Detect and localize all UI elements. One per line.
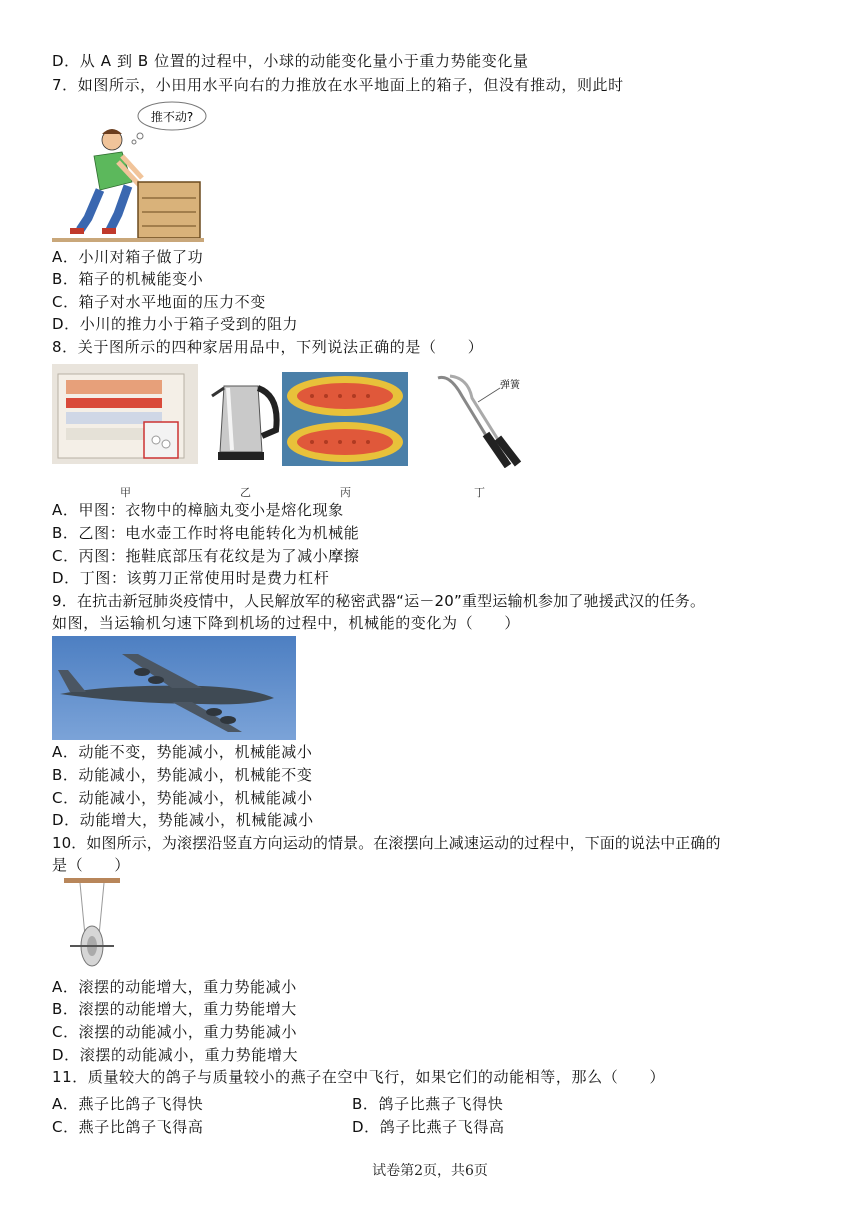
q8-option-d: D．丁图：该剪刀正常使用时是费力杠杆 (52, 569, 330, 587)
q8-caption-yi: 乙 (240, 486, 251, 499)
q10-option-b: B．滚摆的动能增大，重力势能增大 (52, 1000, 297, 1018)
q7-option-d: D．小川的推力小于箱子受到的阻力 (52, 315, 299, 333)
q11-option-d: D．鸽子比燕子飞得高 (352, 1118, 505, 1136)
q10-option-c: C．滚摆的动能减小，重力势能减小 (52, 1023, 298, 1041)
q10-option-a: A．滚摆的动能增大，重力势能减小 (52, 978, 297, 996)
q10-stem-line1: 10．如图所示，为滚摆沿竖直方向运动的情景。在滚摆向上减速运动的过程中，下面的说法中正确的 (52, 834, 721, 852)
q8-figure-yi-kettle (210, 366, 282, 464)
q7-stem: 7．如图所示，小田用水平向右的力推放在水平地面上的箱子，但没有推动，则此时 (52, 76, 624, 94)
q7-figure-boy-pushing-box (52, 98, 212, 246)
q9-option-d: D．动能增大，势能减小，机械能减小 (52, 811, 314, 829)
q8-stem: 8．关于图所示的四种家居用品中，下列说法正确的是（ ） (52, 338, 484, 356)
q7-option-c: C．箱子对水平地面的压力不变 (52, 293, 266, 311)
q8-option-c: C．丙图：拖鞋底部压有花纹是为了减小摩擦 (52, 547, 360, 565)
q6-option-d: D．从 A 到 B 位置的过程中，小球的动能变化量小于重力势能变化量 (52, 52, 529, 70)
q11-option-b: B．鸽子比燕子飞得快 (352, 1095, 504, 1113)
q8-caption-jia: 甲 (120, 486, 131, 499)
q11-stem: 11．质量较大的鸽子与质量较小的燕子在空中飞行，如果它们的动能相等，那么（ ） (52, 1068, 666, 1086)
q8-figure-jia-mothballs (52, 364, 198, 464)
q7-option-a: A．小川对箱子做了功 (52, 248, 204, 266)
q8-figure-ding-scissors (428, 372, 528, 468)
q11-option-c: C．燕子比鸽子飞得高 (52, 1118, 204, 1136)
q9-option-b: B．动能减小，势能减小，机械能不变 (52, 766, 313, 784)
q7-bubble-text: 推不动? (150, 110, 194, 124)
q10-stem-line2: 是（ ） (52, 856, 131, 874)
q8-spring-label: 弹簧 (500, 380, 520, 391)
q9-figure-transport-plane (52, 636, 296, 740)
q8-caption-bing: 丙 (340, 486, 351, 499)
page-footer: 试卷第2页，共6页 (372, 1163, 488, 1179)
q9-stem-line1: 9．在抗击新冠肺炎疫情中，人民解放军的秘密武器“运－20”重型运输机参加了驰援武汉的任务。 (52, 592, 706, 610)
q8-caption-ding: 丁 (474, 486, 485, 499)
q7-option-b: B．箱子的机械能变小 (52, 270, 204, 288)
q10-figure-maxwell-pendulum (60, 876, 124, 976)
q8-option-b: B．乙图：电水壶工作时将电能转化为机械能 (52, 524, 360, 542)
q8-figure-bing-slippers (282, 372, 408, 466)
q9-stem-line2: 如图，当运输机匀速下降到机场的过程中，机械能的变化为（ ） (52, 614, 521, 632)
q9-option-a: A．动能不变，势能减小，机械能减小 (52, 743, 313, 761)
q9-option-c: C．动能减小，势能减小，机械能减小 (52, 789, 313, 807)
q8-option-a: A．甲图：衣物中的樟脑丸变小是熔化现象 (52, 501, 344, 519)
q10-option-d: D．滚摆的动能减小，重力势能增大 (52, 1046, 299, 1064)
q11-option-a: A．燕子比鸽子飞得快 (52, 1095, 204, 1113)
